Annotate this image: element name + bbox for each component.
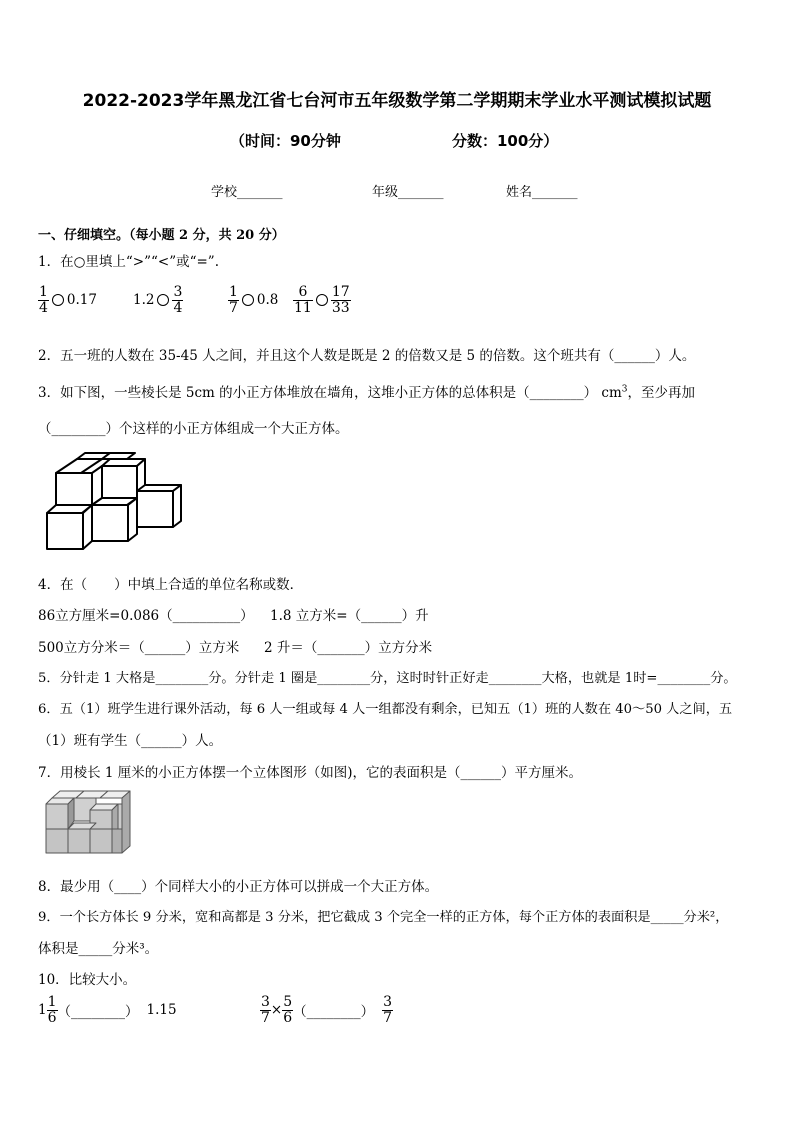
- score-label: 分数：100分）: [452, 132, 559, 150]
- q6-line2: （1）班有学生（______）人。: [38, 733, 223, 749]
- section-heading: 一、仔细填空。（每小题 2 分，共 20 分）: [38, 228, 285, 243]
- cube-front-face: [102, 466, 137, 498]
- q9-line2: 体积是_____分米³。: [38, 941, 159, 957]
- q1-value: 0.8: [256, 292, 279, 309]
- q4-item-a: 86立方厘米=0.086（__________）: [38, 608, 254, 624]
- fraction: $\frac{3}{7}$: [383, 994, 393, 1026]
- answer-blank: （________）: [293, 1004, 375, 1021]
- q3-line2: （________）个这样的小正方体组成一个大正方体。: [38, 421, 349, 437]
- name-field: 姓名_______: [506, 185, 578, 200]
- q4-text: 4．在（ ）中填上合适的单位名称或数．: [38, 577, 304, 593]
- q3-line1: 3．如下图，一些棱长是 5cm 的小正方体堆放在墙角，这堆小正方体的总体积是（________） $cm^3$，至少再加: [38, 384, 696, 401]
- q5-text: 5．分针走 1 大格是________分。分针走 1 圈是________分，这时时针正好走________大格，也就是 1时=________分。: [38, 671, 737, 686]
- cube-front-face: [137, 491, 173, 527]
- q10-value: 1.15: [146, 1002, 177, 1019]
- q1-item-4: [293, 285, 351, 315]
- q10-text: 10．比较大小。: [38, 972, 137, 988]
- fraction: $\frac{3}{7}$: [261, 994, 270, 1026]
- cube-front-face: [47, 513, 83, 549]
- q1-item-3: [228, 285, 278, 315]
- circle-blank-icon: [242, 294, 254, 306]
- q4-item-d: 2 升＝（_______）立方分米: [264, 640, 433, 656]
- q8-text: 8．最少用（____）个同样大小的小正方体可以拼成一个大正方体。: [38, 879, 439, 895]
- circle-blank-icon: [52, 294, 64, 306]
- mixed-whole: 1: [38, 1002, 47, 1019]
- q9-line1: 9．一个长方体长 9 分米，宽和高都是 3 分米，把它截成 3 个完全一样的正方体，每个正方体的表面积是_____分米²，: [38, 910, 729, 925]
- fraction: $\frac{6}{11}$: [294, 284, 312, 316]
- q1-text: 1．在○里填上“>”“<”或“=”.: [38, 254, 220, 270]
- cube-front-face: [56, 473, 92, 505]
- cube-stack-figure: [44, 451, 186, 553]
- q1-value: 0.17: [66, 292, 97, 309]
- grade-field: 年级_______: [372, 185, 444, 200]
- fraction: $\frac{17}{33}$: [331, 284, 350, 316]
- time-label: （时间：90分钟: [230, 132, 341, 150]
- q10-item-b: [260, 995, 393, 1025]
- fraction: $\frac{1}{7}$: [229, 284, 238, 316]
- fraction: $\frac{1}{4}$: [39, 284, 48, 316]
- q4-item-b: 1.8 立方米=（______）升: [270, 608, 429, 624]
- q7-text: 7．用棱长 1 厘米的小正方体摆一个立体图形（如图)，它的表面积是（______）平方厘米。: [38, 765, 583, 781]
- q1-value: 1.2: [133, 292, 155, 309]
- q1-item-2: [133, 285, 183, 315]
- cube-front-face: [92, 505, 128, 541]
- times-sign: ×: [270, 1002, 283, 1019]
- q4-item-c: 500立方分米＝（______）立方米: [38, 640, 240, 656]
- answer-blank: （________）: [57, 1004, 139, 1021]
- fraction: $\frac{5}{6}$: [283, 994, 293, 1026]
- cube-solid-figure: [44, 790, 132, 858]
- circle-blank-icon: [316, 294, 328, 306]
- page-title: 2022-2023学年黑龙江省七台河市五年级数学第二学期期末学业水平测试模拟试题: [82, 91, 712, 111]
- school-field: 学校_______: [211, 185, 283, 200]
- q1-item-1: [38, 285, 97, 315]
- q10-item-a: [38, 995, 177, 1025]
- circle-blank-icon: [157, 294, 169, 306]
- q2-text: 2．五一班的人数在 35-45 人之间，并且这个人数是既是 2 的倍数又是 5 的倍数。这个班共有（______）人。: [38, 348, 696, 364]
- fraction: $\frac{3}{4}$: [173, 284, 183, 316]
- fraction: $\frac{1}{6}$: [47, 994, 57, 1026]
- q6-line1: 6．五（1）班学生进行课外活动，每 6 人一组或每 4 人一组都没有剩余，已知五（1）班的人数在 40～50 人之间，五: [38, 702, 733, 717]
